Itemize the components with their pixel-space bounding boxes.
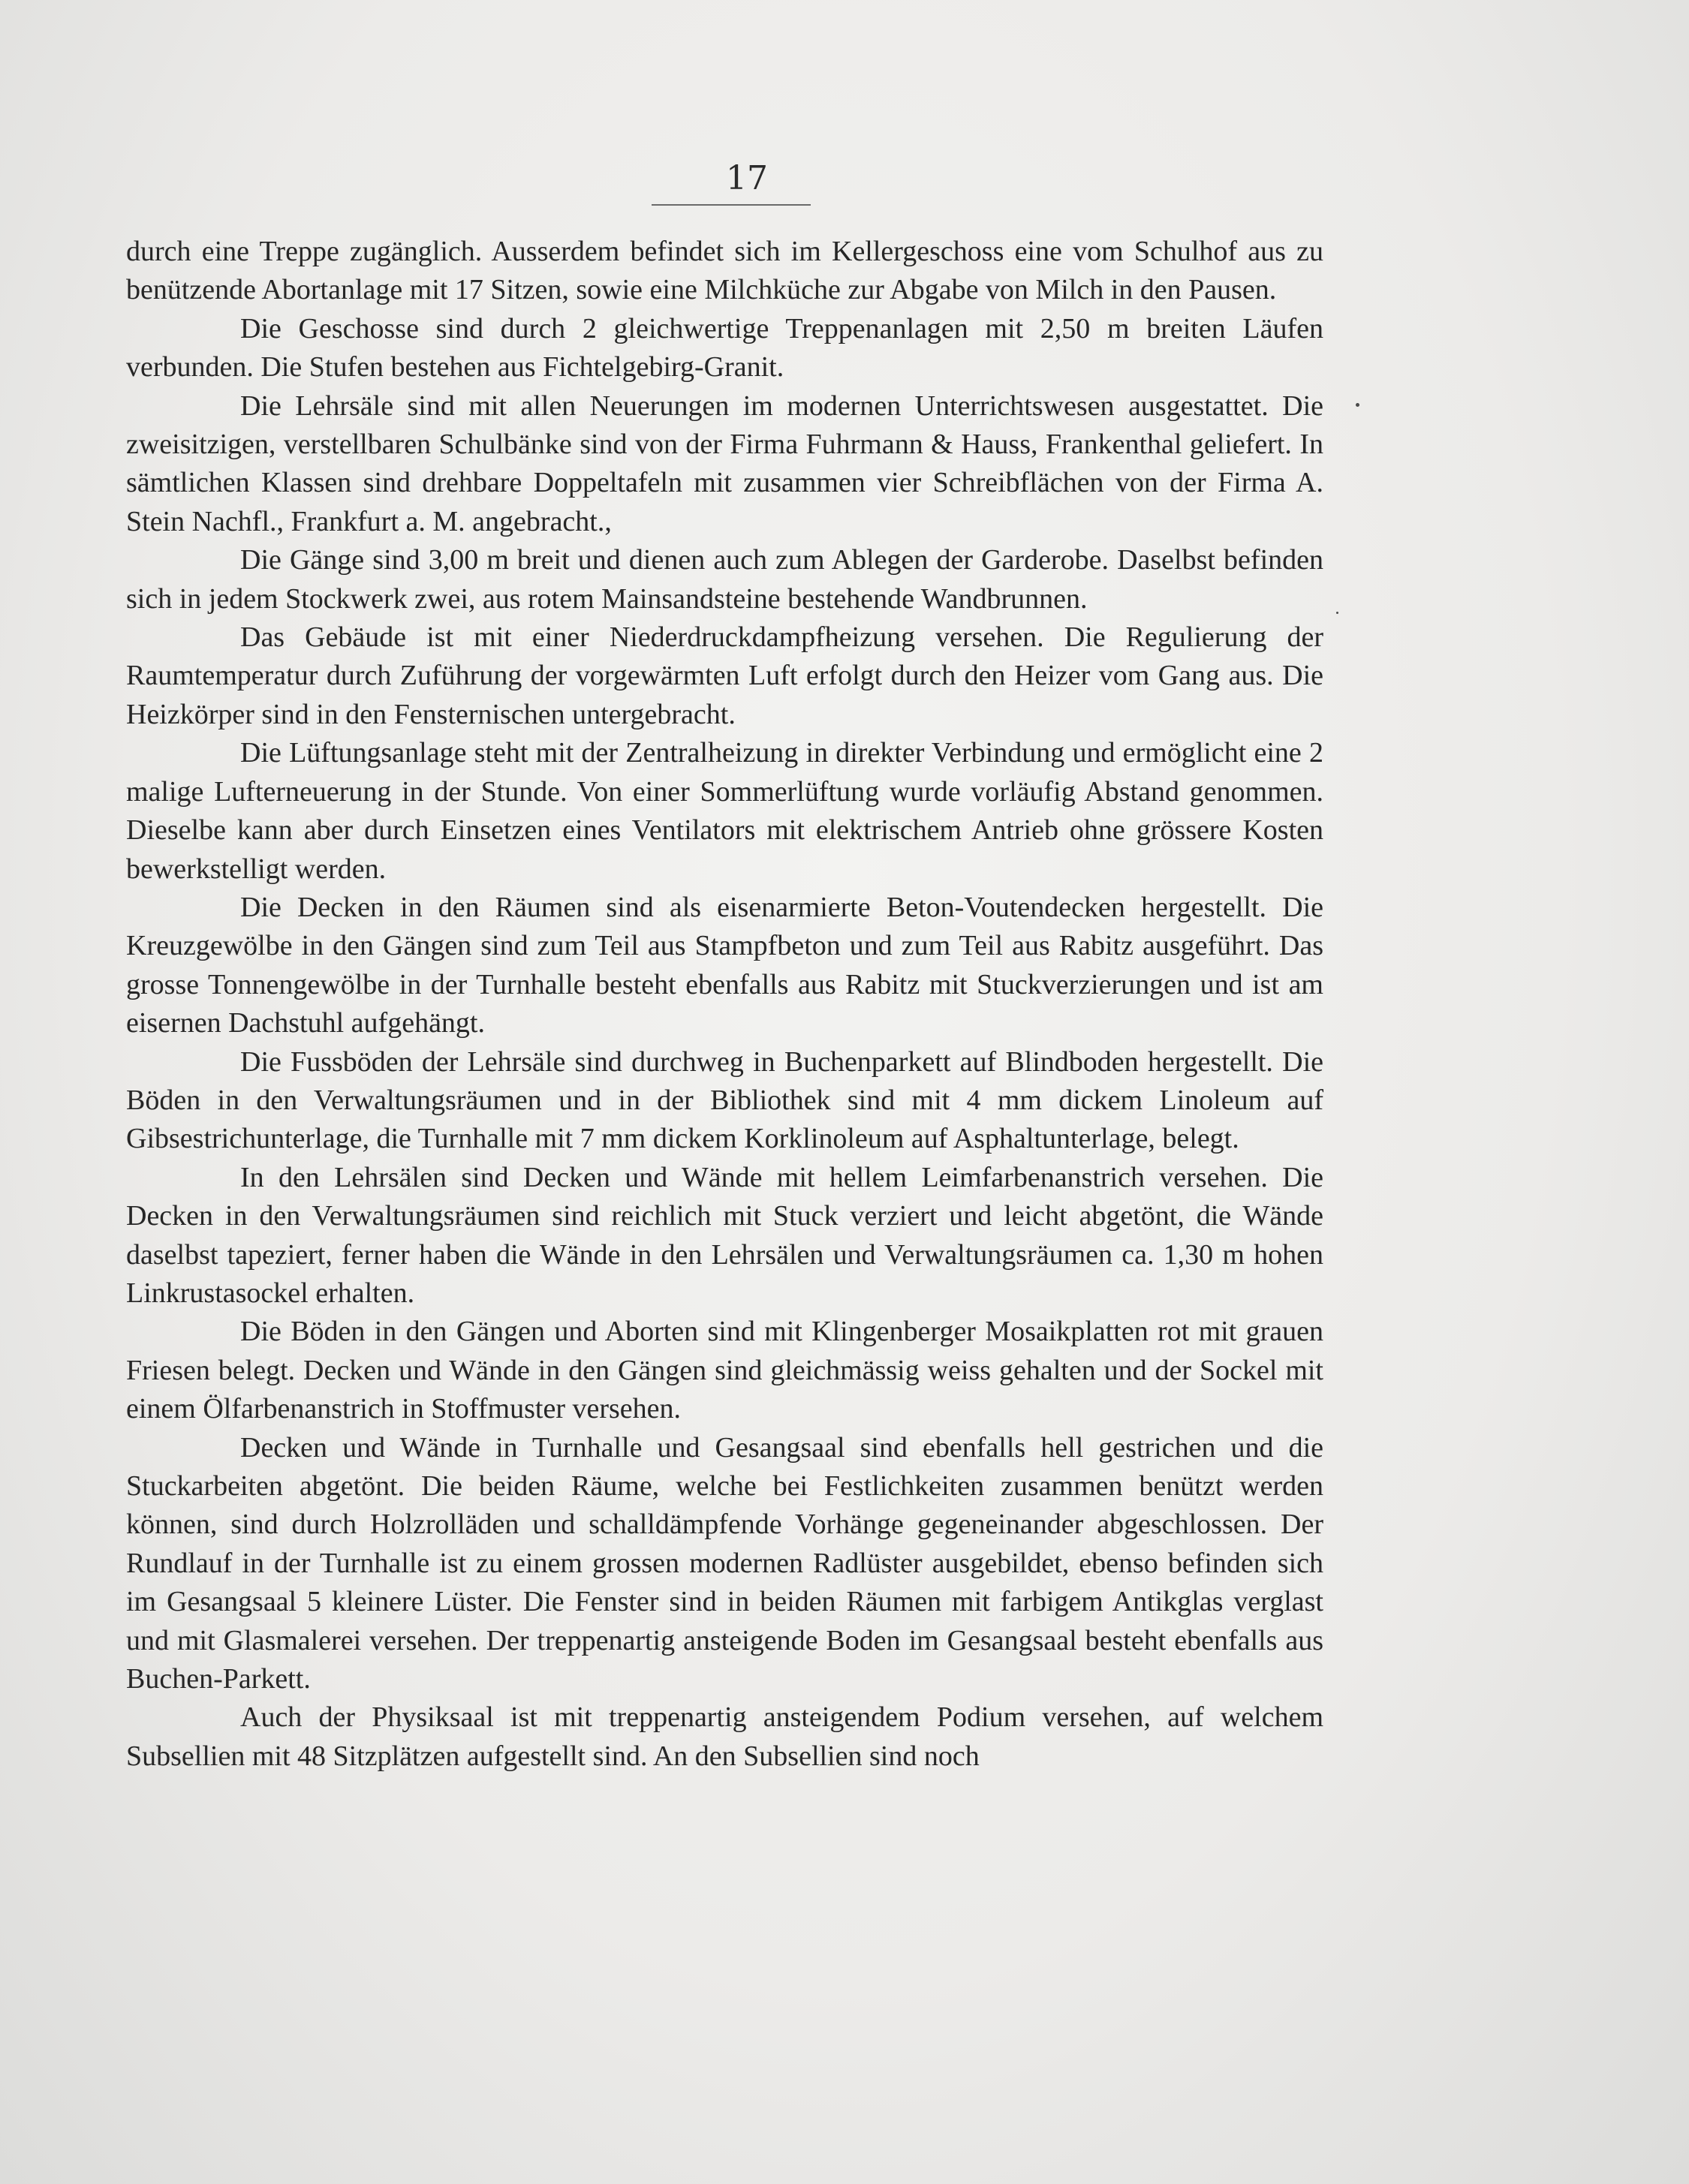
paragraph: Die Gänge sind 3,00 m breit und dienen auch zum Ablegen der Garderobe. Daselbst befinden sich in jedem Stockwerk zwei, aus rotem Mainsandsteine bestehende Wandbrunnen. [126, 544, 1323, 615]
paper-speck [1336, 612, 1338, 614]
paragraph: Die Lüftungsanlage steht mit der Zentralheizung in direkter Verbindung und ermöglicht eine 2 malige Lufterneuerung in der Stunde. Von einer Sommerlüftung wurde vorläufig Abstand genommen. Dieselbe kann aber durch Einsetzen eines Ventilators mit elektrischem Antrieb ohne grössere Kosten bewerkstelligt werden. [126, 737, 1323, 885]
paragraph: durch eine Treppe zugänglich. Ausserdem befindet sich im Kellergeschoss eine vom Schulhof aus zu benützende Abortanlage mit 17 Sitzen, sowie eine Milchküche zur Abgabe von Milch in den Pausen. [126, 236, 1323, 306]
page-number-rule [652, 204, 811, 206]
paragraph: Die Geschosse sind durch 2 gleichwertige Treppenanlagen mit 2,50 m breiten Läufen verbunden. Die Stufen bestehen aus Fichtelgebirg-Granit. [126, 312, 1323, 384]
paragraph: Die Fussböden der Lehrsäle sind durchweg in Buchenparkett auf Blindboden hergestellt. Die Böden in den Verwaltungsräumen und in der Bibliothek sind mit 4 mm dickem Linoleum auf Gibsestrichunterlage, die Turnhalle mit 7 mm dickem Korklinoleum auf Asphaltunterlage, belegt. [126, 1045, 1323, 1155]
paragraph: Auch der Physiksaal ist mit treppenartig ansteigendem Podium versehen, auf welchem Subsellien mit 48 Sitzplätzen aufgestellt sind. An den Subsellien sind noch [126, 1701, 1323, 1772]
page-number: 17 [726, 159, 768, 197]
paragraph: Die Decken in den Räumen sind als eisenarmierte Beton-Voutendecken hergestellt. Die Kreuzgewölbe in den Gängen sind zum Teil aus Stampfbeton und zum Teil aus Rabitz ausgeführt. Das grosse Tonnengewölbe in der Turnhalle besteht ebenfalls aus Rabitz mit Stuckverzierungen und ist am eisernen Dachstuhl aufgehängt. [126, 891, 1323, 1039]
paragraph: Das Gebäude ist mit einer Niederdruckdampfheizung versehen. Die Regulierung der Raumtemperatur durch Zuführung der vorgewärmten Luft erfolgt durch den Heizer vom Gang aus. Die Heizkörper sind in den Fensternischen untergebracht. [126, 621, 1323, 730]
paragraph: In den Lehrsälen sind Decken und Wände mit hellem Leimfarbenanstrich versehen. Die Decken in den Verwaltungsräumen sind reichlich mit Stuck verziert und leicht abgetönt, die Wände daselbst tapeziert, ferner haben die Wände in den Lehrsälen und Verwaltungsräumen ca. 1,30 m hohen Linkrustasockel erhalten. [126, 1161, 1323, 1309]
paragraph: Die Lehrsäle sind mit allen Neuerungen im modernen Unterrichtswesen ausgestattet. Die zweisitzigen, verstellbaren Schulbänke sind von der Firma Fuhrmann & Hauss, Frankenthal geliefert. In sämtlichen Klassen sind drehbare Doppeltafeln mit zusammen vier Schreibflächen von der Firma A. Stein Nachfl., Frankfurt a. M. angebracht., [126, 390, 1323, 537]
paragraph: Decken und Wände in Turnhalle und Gesangsaal sind ebenfalls hell gestrichen und die Stuckarbeiten abgetönt. Die beiden Räume, welche bei Festlichkeiten zusammen benützt werden können, sind durch Holzrolläden und schalldämpfende Vorhänge gegeneinander abgeschlossen. Der Rundlauf in der Turnhalle ist zu einem grossen modernen Radlüster ausgebildet, ebenso befinden sich im Gesangsaal 5 kleinere Lüster. Die Fenster sind in beiden Räumen mit farbigem Antikglas verglast und mit Glasmalerei versehen. Der treppenartig ansteigende Boden im Gesangsaal besteht ebenfalls aus Buchen-Parkett. [126, 1431, 1323, 1695]
body-text [126, 233, 1323, 1776]
paragraph: Die Böden in den Gängen und Aborten sind mit Klingenberger Mosaikplatten rot mit grauen Friesen belegt. Decken und Wände in den Gängen sind gleichmässig weiss gehalten und der Sockel mit einem Ölfarbenanstrich in Stoffmuster versehen. [126, 1316, 1323, 1425]
paper-speck [1356, 403, 1359, 407]
